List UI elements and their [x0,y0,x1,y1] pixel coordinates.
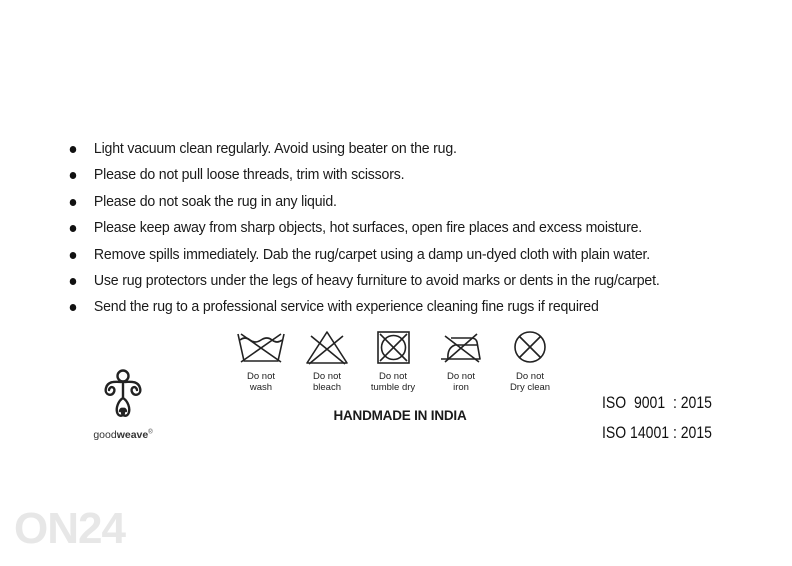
bullet [70,172,77,179]
goodweave-wordmark: goodweave® [93,429,153,441]
care-instruction: Please keep away from sharp objects, hot surfaces, open fire places and excess moisture. [66,215,717,241]
do-not-tumble-dry-icon [365,328,421,368]
do-not-wash-symbol [226,328,296,393]
care-instruction: Use rug protectors under the legs of heavy furniture to avoid marks or dents in the rug/carpet. [66,268,717,294]
do-not-wash-icon [233,328,289,368]
bullet [70,252,77,259]
symbol-label: Do not wash [247,371,275,393]
care-instruction: Remove spills immediately. Dab the rug/carpet using a damp un-dyed cloth with plain water. [66,242,717,268]
do-not-dry-clean-icon [502,328,558,368]
do-not-bleach-icon [299,328,355,368]
goodweave-logo [78,368,168,441]
symbol-label: Do not iron [447,371,475,393]
bullet [70,225,77,232]
iso-9001-certification: ISO 9001 : 2015 [602,394,712,412]
care-instruction: Please do not pull loose threads, trim with scissors. [66,162,717,188]
do-not-iron-icon [433,328,489,368]
bullet [70,199,77,206]
symbol-label: Do not tumble dry [370,371,416,393]
watermark: ON24 [14,504,125,553]
do-not-bleach-symbol [292,328,362,393]
care-instruction: Please do not soak the rug in any liquid. [66,189,717,215]
bullet [70,304,77,311]
care-instruction: Send the rug to a professional service with experience cleaning fine rugs if required [66,294,717,320]
care-instruction: Light vacuum clean regularly. Avoid using beater on the rug. [66,136,717,162]
do-not-iron-symbol [426,328,496,393]
bullet [70,146,77,153]
care-instructions-list [66,136,766,321]
goodweave-figure-icon [100,368,146,424]
do-not-dry-clean-symbol [495,328,565,393]
handmade-in-india-label: HANDMADE IN INDIA [333,408,467,423]
bullet [70,278,77,285]
do-not-tumble-dry-symbol [358,328,428,393]
symbol-label: Do not Dry clean [509,371,551,393]
symbol-label: Do not bleach [313,371,341,393]
iso-14001-certification: ISO 14001 : 2015 [602,424,712,442]
